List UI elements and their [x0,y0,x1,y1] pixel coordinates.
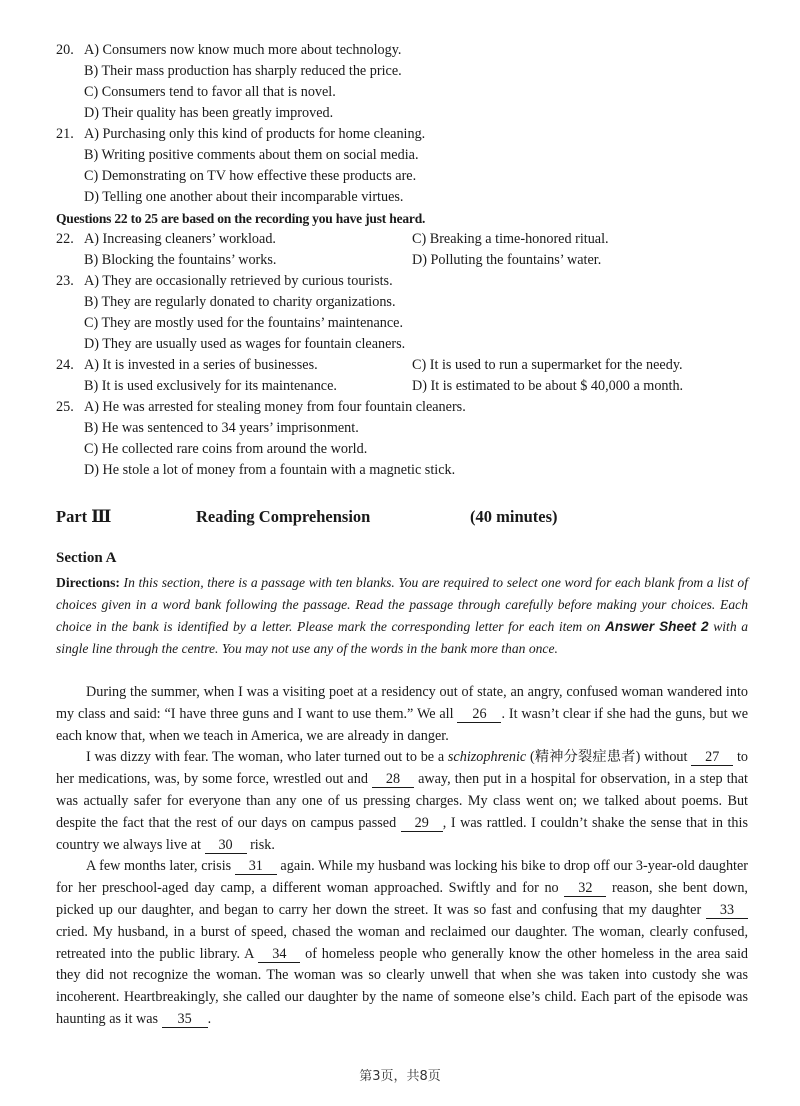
chinese-gloss: (精神分裂症患者) [526,749,641,766]
directions-text-2: with a single line through the centre. You may not use any of the words in the bank more than once. [56,619,748,656]
schizophrenic-term: schizophrenic [447,749,527,766]
part-heading [56,506,756,532]
option-b: B) It is used exclusively for its maintenance. [84,378,337,394]
directions-text-1: In this section, there is a passage with ten blanks. You are required to select one word for each blank from a list of choices given in a word bank following the passage. Read the passage through carefully before making your choices. Each choice in the bank is identified by a letter. Please mark the corresponding letter for each item on [56,575,748,634]
blank-34: 34 [258,946,300,963]
question-22 [56,229,800,271]
question-number: 25. [56,399,74,415]
reading-passage [56,682,748,1031]
blank-27: 27 [691,749,733,766]
option-a: A) It is invested in a series of businesses. [84,357,318,373]
question-21 [56,124,800,208]
option-c: C) He collected rare coins from around the world. [84,441,368,457]
page-footer: 第3页，共8页 [359,1069,441,1084]
question-number: 24. [56,357,74,373]
part-time: (40 minutes) [470,507,558,526]
question-20 [56,40,800,124]
passage-paragraph-2: I was dizzy with fear. The woman, who later turned out to be a schizophrenic (精神分裂症患者) without 27 to her medications, was, by some force, wrestled out and 28 away, then put in a hospital for observation, in a step that was actually safer for everyone than any one of us pressing charges. My class went on; we talked about poems. But despite the fact that the rest of our days on campus passed 29 , I was rattled. I couldn’t shake the sense that in this country we always live at 30 risk. [56,749,748,853]
option-a: A) Increasing cleaners’ workload. [84,231,276,247]
question-number: 23. [56,273,74,289]
option-a: A) Consumers now know much more about technology. [84,42,402,58]
option-c: C) Consumers tend to favor all that is novel. [84,84,336,100]
option-c: C) They are mostly used for the fountains’ maintenance. [84,315,403,331]
option-d: D) Polluting the fountains’ water. [412,252,602,268]
option-d: D) It is estimated to be about $ 40,000 a month. [412,378,684,394]
passage-paragraph-1: During the summer, when I was a visiting poet at a residency out of state, an angry, confused woman wandered into my class and said: “I have three guns and I want to use them.” We all 26 . It wasn’t clear if she had the guns, but we each know that, when we teach in America, we are already in danger. [56,684,748,744]
blank-30: 30 [205,837,247,854]
section-heading: Section A [56,550,117,566]
option-d: D) He stole a lot of money from a fountain with a magnetic stick. [84,462,456,478]
option-b: B) He was sentenced to 34 years’ imprisonment. [84,420,359,436]
option-c: C) Breaking a time-honored ritual. [412,231,609,247]
question-24 [56,355,800,397]
answer-sheet-label: Answer Sheet 2 [605,619,709,634]
option-a: A) He was arrested for stealing money from four fountain cleaners. [84,399,466,415]
option-b: B) Writing positive comments about them on social media. [84,147,419,163]
question-number: 21. [56,126,74,142]
option-d: D) They are usually used as wages for fountain cleaners. [84,336,406,352]
question-number: 22. [56,231,74,247]
question-number: 20. [56,42,74,58]
option-c: C) Demonstrating on TV how effective these products are. [84,168,417,184]
directions [56,572,748,660]
directions-label: Directions: [56,575,120,590]
option-c: C) It is used to run a supermarket for the needy. [412,357,683,373]
blank-28: 28 [372,771,414,788]
blank-33: 33 [706,902,748,919]
option-b: B) Blocking the fountains’ works. [84,252,277,268]
passage-paragraph-3: A few months later, crisis 31 again. While my husband was locking his bike to drop off our 3-year-old daughter for her preschool-aged day camp, a different woman approached. Swiftly and for no 32 reason, she bent down, picked up our daughter, and began to carry her down the street. It was so fast and confusing that my daughter 33 cried. My husband, in a burst of speed, chased the woman and reclaimed our daughter. The woman, clearly confused, retreated into the public library. A 34 of homeless people who generally know the other homeless in the area said they did not recognize the woman. The woman was so clearly unwell that when she was taken into custody she was incoherent. Heartbreakingly, she called our daughter by the name of someone else’s child. Each part of the episode was haunting as it was 35 . [56,858,749,1027]
option-a: A) They are occasionally retrieved by curious tourists. [84,273,393,289]
option-b: B) Their mass production has sharply reduced the price. [84,63,402,79]
part-label: Part Ⅲ [56,507,112,526]
option-a: A) Purchasing only this kind of products for home cleaning. [84,126,426,142]
blank-35: 35 [162,1011,208,1028]
option-d: D) Telling one another about their incomparable virtues. [84,189,404,205]
option-d: D) Their quality has been greatly improved. [84,105,334,121]
blank-29: 29 [401,815,443,832]
part-title: Reading Comprehension [196,507,371,526]
recording-heading: Questions 22 to 25 are based on the recording you have just heard. [56,211,426,226]
question-23 [56,271,800,355]
option-b: B) They are regularly donated to charity organizations. [84,294,396,310]
question-25 [56,397,800,481]
listening-questions [0,40,800,481]
blank-32: 32 [564,880,606,897]
blank-31: 31 [235,858,277,875]
blank-26: 26 [457,706,501,723]
